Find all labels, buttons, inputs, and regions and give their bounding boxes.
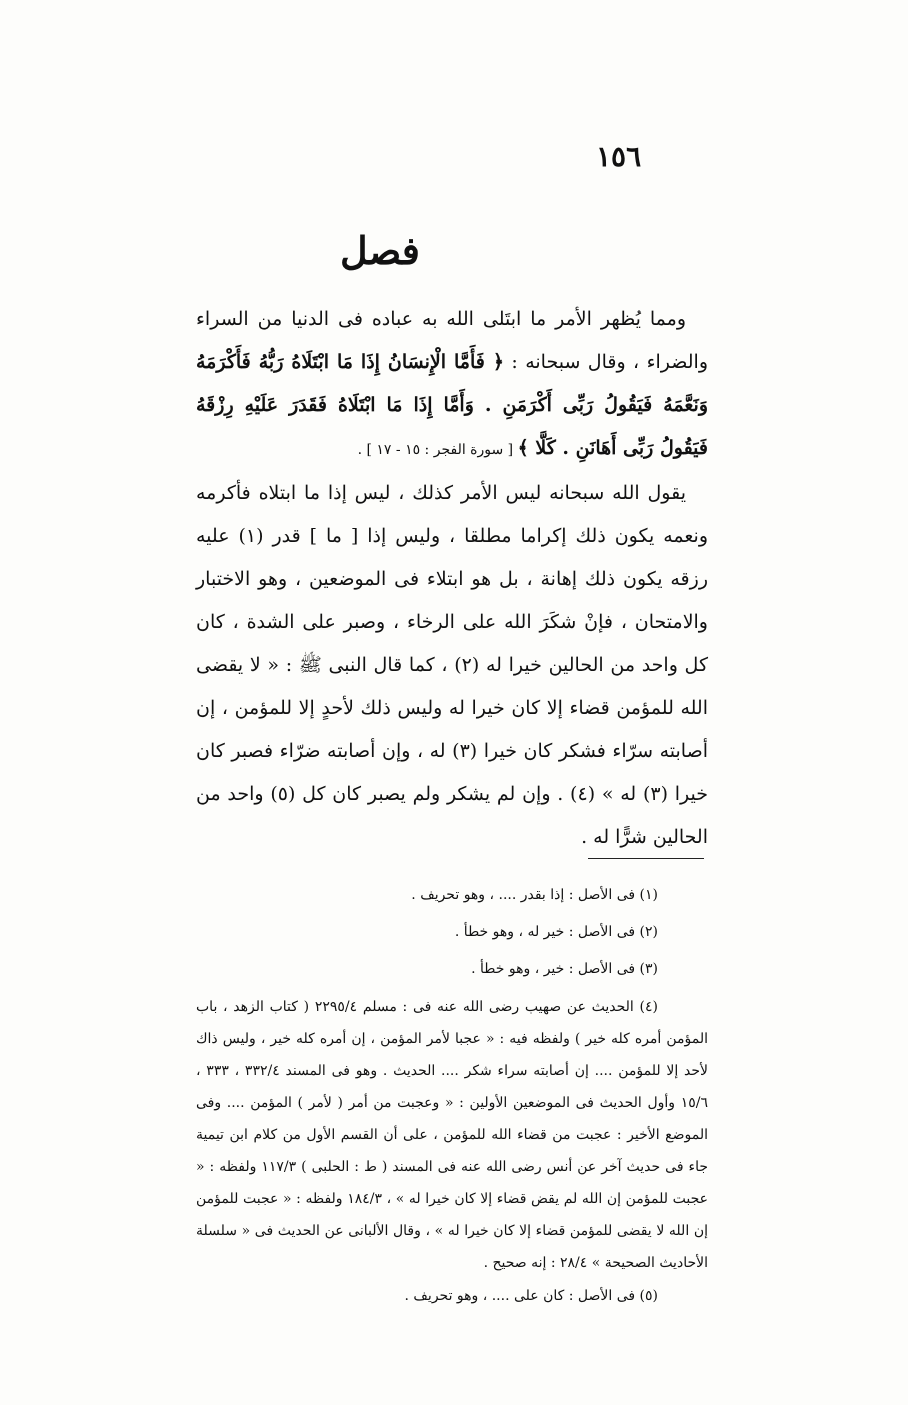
surah-reference: [ سورة الفجر : ١٥ - ١٧ ] .: [357, 442, 518, 458]
footnote-separator: [588, 858, 704, 859]
chapter-title: فصل: [340, 228, 420, 273]
quran-verse: ﴿ فَأَمَّا الْإِنسَانُ إِذَا مَا ابْتَلَاهُ رَبُّهُ فَأَكْرَمَهُ وَنَعَّمَهُ فَيَقُولُ رَبِّى أَكْرَمَنِ . وَأَمَّا إِذَا مَا ابْتَلَاهُ فَقَدَرَ عَلَيْهِ رِزْقَهُ فَيَقُولُ رَبِّى أَهَانَنِ . كَلَّا ﴾: [196, 351, 708, 459]
footnotes: [196, 880, 708, 1318]
main-text: [196, 298, 708, 859]
paragraph-1: [196, 298, 708, 472]
footnote-2: (٢) فى الأصل : خير له ، وهو خطأ .: [454, 924, 658, 940]
page-number: ١٥٦: [596, 140, 642, 173]
paragraph-2: يقول الله سبحانه ليس الأمر كذلك ، ليس إذا ما ابتلاه فأكرمه ونعمه يكون ذلك إكراما مطلقا ، وليس إذا [ ما ] قدر (١) عليه رزقه يكون ذلك إهانة ، بل هو ابتلاء فى الموضعين ، وهو الاختبار والامتحان ، فإنْ شكَرَ الله على الرخاء ، وصبر على الشدة ، كان كل واحد من الحالين خيرا له (٢) ، كما قال النبى ﷺ : « لا يقضى الله للمؤمن قضاء إلا كان خيرا له وليس ذلك لأحدٍ إلا للمؤمن ، إن أصابته سرّاء فشكر كان خيرا (٣) له ، وإن أصابته ضرّاء فصبر كان خيرا (٣) له » (٤) . وإن لم يشكر ولم يصبر كان كل (٥) واحد من الحالين شرًّا له .: [196, 482, 708, 848]
paragraph-1-intro: ومما يُظهر الأمر ما ابتَلى الله به عباده فى الدنيا من السراء والضراء ، وقال سبحانه :: [196, 308, 709, 373]
footnote-3: (٣) فى الأصل : خير ، وهو خطأ .: [471, 961, 658, 977]
footnote-4: (٤) الحديث عن صهيب رضى الله عنه فى : مسلم ٢٢٩٥/٤ ( كتاب الزهد ، باب المؤمن أمره كله خير ) ولفظه فيه : « عجبا لأمر المؤمن ، إن أمره كله خير ، وليس ذاك لأحد إلا للمؤمن .... إن أصابته سراء شكر .... الحديث . وهو فى المسند ٣٣٢/٤ ، ٣٣٣ ، ١٥/٦ وأول الحديث فى الموضعين الأولين : « وعجبت من أمر ( لأمر ) المؤمن .... وفى الموضع الأخير : عجبت من قضاء الله للمؤمن ، على أن القسم الأول من كلام ابن تيمية جاء فى حديث آخر عن أنس رضى الله عنه فى المسند ( ط : الحلبى ) ١١٧/٣ ولفظه : « عجبت للمؤمن إن الله لم يقض قضاء إلا كان خيرا له » ، ١٨٤/٣ ولفظه : « عجبت للمؤمن إن الله لا يقضى للمؤمن قضاء إلا كان خيرا له » ، وقال الألبانى عن الحديث فى « سلسلة الأحاديث الصحيحة » ٢٨/٤ : إنه صحيح .: [196, 999, 708, 1271]
footnote-5: (٥) فى الأصل : كان على .... ، وهو تحريف .: [404, 1288, 658, 1304]
footnote-1: (١) فى الأصل : إذا بقدر .... ، وهو تحريف .: [411, 887, 658, 903]
